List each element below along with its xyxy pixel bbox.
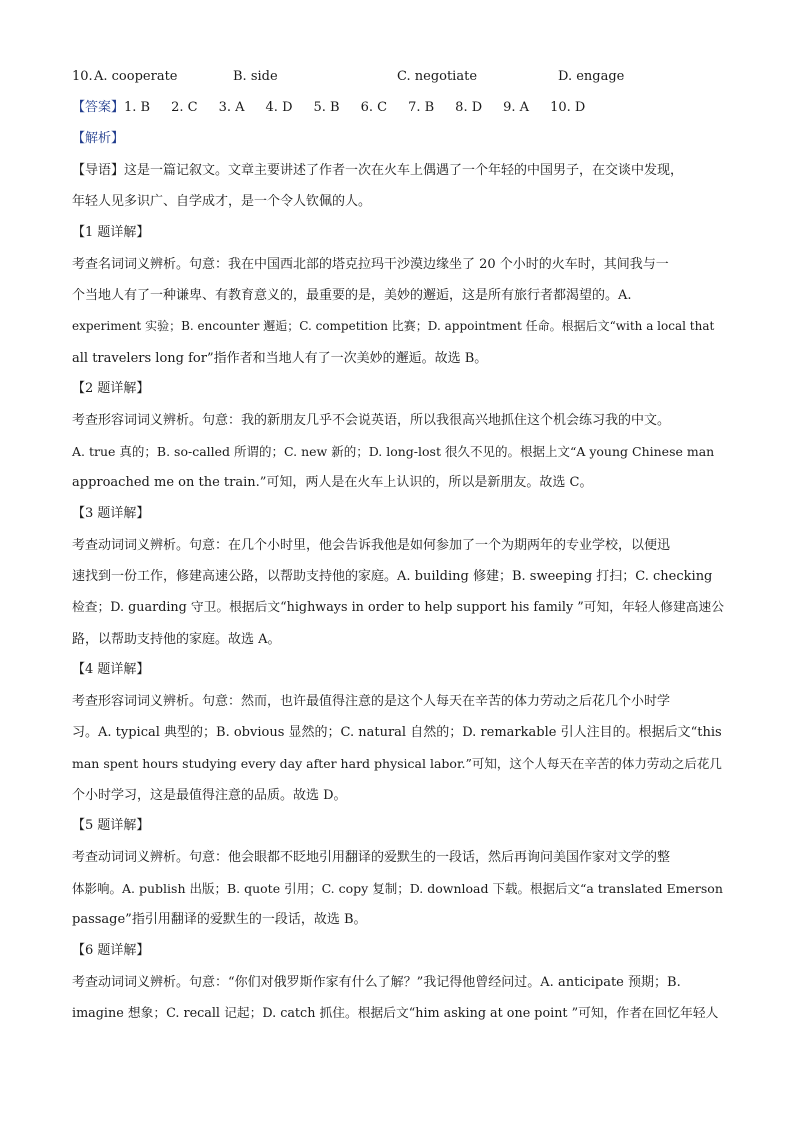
answer-item: 7. B bbox=[408, 100, 435, 115]
answer-item: 3. A bbox=[218, 100, 245, 115]
answer-item: 4. D bbox=[265, 100, 293, 115]
text-line: experiment 实验；B. encounter 邂逅；C. competition 比赛；D. appointment 任命。根据后文“with a local that bbox=[72, 319, 715, 334]
answer-item: 2. C bbox=[171, 100, 198, 115]
question-number: 10. bbox=[72, 69, 93, 84]
option-a: A. cooperate bbox=[94, 69, 178, 84]
option-d: D. engage bbox=[558, 69, 625, 84]
answer-item: 10. D bbox=[550, 100, 586, 115]
text-line: 习。A. typical 典型的；B. obvious 显然的；C. natural 自然的；D. remarkable 引人注目的。根据后文“this bbox=[72, 725, 722, 741]
text-line: A. true 真的；B. so-called 所谓的；C. new 新的；D. long-lost 很久不见的。根据上文“A young Chinese man bbox=[72, 444, 715, 460]
answer-item: 6. C bbox=[360, 100, 388, 115]
answer-item: 5. B bbox=[313, 100, 340, 115]
text-line: 速找到一份工作，修建高速公路，以帮助支持他的家庭。A. building 修建；B. sweeping 打扫；C. checking bbox=[72, 569, 713, 585]
option-b: B. side bbox=[233, 69, 278, 84]
answer-key bbox=[72, 98, 606, 118]
section-body-2 bbox=[72, 405, 724, 499]
text-line: 路，以帮助支持他的家庭。故选 A。 bbox=[72, 631, 281, 647]
answer-item: 8. D bbox=[455, 100, 483, 115]
text-line: 个小时学习，这是最值得注意的品质。故选 D。 bbox=[72, 787, 347, 803]
text-line: 考查形容词词义辨析。句意：然而，也许最值得注意的是这个人每天在辛苦的体力劳动之后花几个小时学 bbox=[72, 694, 671, 709]
text-line: all travelers long for”指作者和当地人有了一次美妙的邂逅。故选 B。 bbox=[72, 350, 488, 366]
answer-item: 1. B bbox=[124, 100, 151, 115]
text-line: 个当地人有了一种谦卑、有教育意义的，最重要的是，美妙的邂逅，这是所有旅行者都渴望的。A. bbox=[72, 288, 632, 304]
text-line: imagine 想象；C. recall 记起；D. catch 抓住。根据后文“him asking at one point ”可知，作者在回忆年轻人 bbox=[72, 1006, 719, 1022]
section-body-6 bbox=[72, 967, 724, 1029]
section-heading-4: 【4 题详解】 bbox=[72, 662, 150, 677]
section-body-1 bbox=[72, 249, 724, 374]
text-line: approached me on the train.”可知，两人是在火车上认识的，所以是新朋友。故选 C。 bbox=[72, 475, 593, 491]
text-line: 【导语】这是一篇记叙文。文章主要讲述了作者一次在火车上偶遇了一个年轻的中国男子，在交谈中发现， bbox=[72, 163, 684, 178]
section-heading-3: 【3 题详解】 bbox=[72, 506, 150, 521]
section-body-3 bbox=[72, 530, 724, 655]
text-line: 考查形容词词义辨析。句意：我的新朋友几乎不会说英语，所以我很高兴地抓住这个机会练习我的中文。 bbox=[72, 413, 671, 428]
text-line: 考查动词词义辨析。句意：他会眼都不眨地引用翻译的爱默生的一段话，然后再询问美国作家对文学的整 bbox=[72, 850, 671, 865]
text-line: 体影响。A. publish 出版；B. quote 引用；C. copy 复制；D. download 下载。根据后文“a translated Emerson bbox=[72, 881, 723, 897]
analysis-label: 【解析】 bbox=[72, 131, 125, 146]
intro-paragraph bbox=[72, 155, 724, 217]
section-body-5 bbox=[72, 842, 724, 936]
section-heading-2: 【2 题详解】 bbox=[72, 381, 150, 396]
section-heading-6: 【6 题详解】 bbox=[72, 943, 150, 958]
text-line: man spent hours studying every day after hard physical labor.”可知，这个人每天在辛苦的体力劳动之后花几 bbox=[72, 756, 722, 772]
section-heading-5: 【5 题详解】 bbox=[72, 818, 150, 833]
section-body-4 bbox=[72, 686, 724, 811]
text-line: passage”指引用翻译的爱默生的一段话，故选 B。 bbox=[72, 912, 367, 928]
text-line: 年轻人见多识广、自学成才，是一个令人钦佩的人。 bbox=[72, 194, 372, 210]
text-line: 检查；D. guarding 守卫。根据后文“highways in order to help support his family ”可知，年轻人修建高速公 bbox=[72, 600, 724, 616]
text-line: 考查动词词义辨析。句意：在几个小时里，他会告诉我他是如何参加了一个为期两年的专业学校，以便迅 bbox=[72, 538, 671, 553]
option-c: C. negotiate bbox=[397, 69, 478, 84]
answer-label: 【答案】 bbox=[72, 100, 125, 115]
text-line: 考查名词词义辨析。句意：我在中国西北部的塔克拉玛干沙漠边缘坐了 20 个小时的火车时，其间我与一 bbox=[72, 257, 669, 272]
section-heading-1: 【1 题详解】 bbox=[72, 225, 150, 240]
text-line: 考查动词词义辨析。句意：“你们对俄罗斯作家有什么了解？”我记得他曾经问过。A. anticipate 预期；B. bbox=[72, 975, 681, 990]
answer-item: 9. A bbox=[503, 100, 530, 115]
